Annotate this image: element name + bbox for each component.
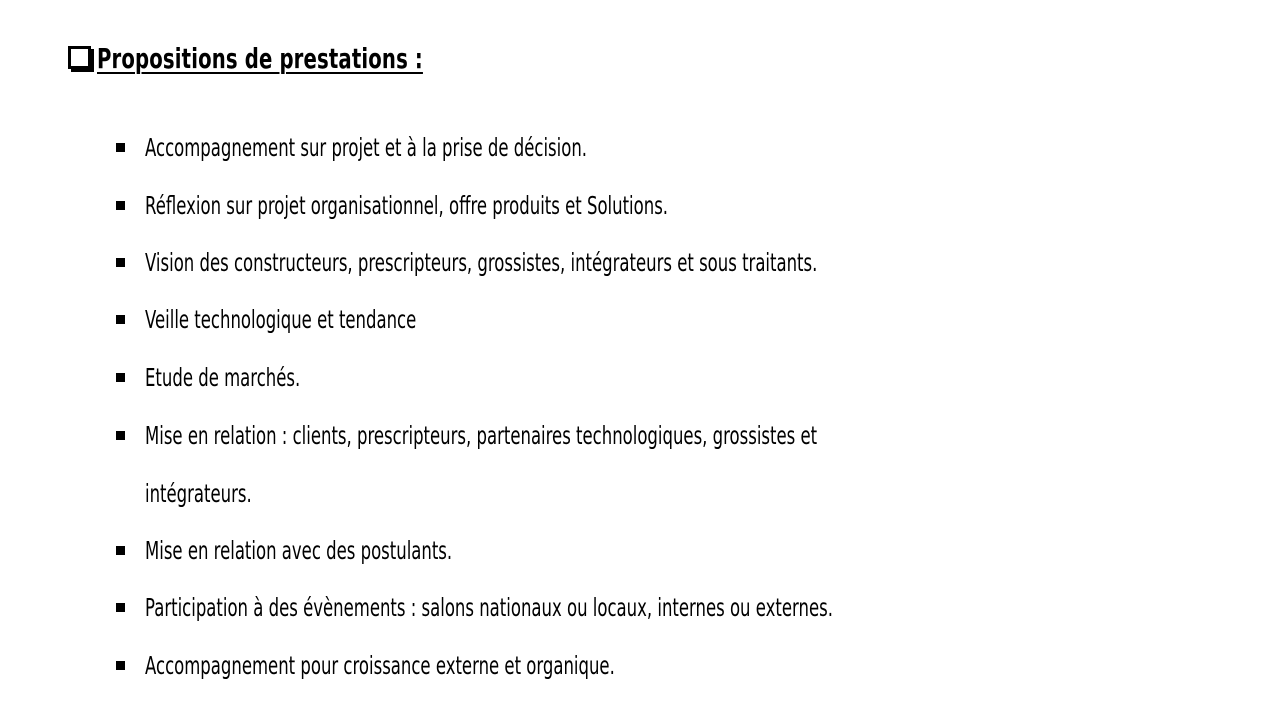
list-item-text: Mise en relation avec des postulants. bbox=[145, 535, 453, 565]
list-item-text: Mise en relation : clients, prescripteurs, partenaires technologiques, grossistes et bbox=[145, 420, 818, 450]
square-bullet-icon bbox=[116, 431, 125, 440]
list-item bbox=[116, 188, 937, 222]
list-item bbox=[116, 590, 1187, 624]
list-item bbox=[116, 533, 610, 567]
list-item-text: Accompagnement pour croissance externe et organique. bbox=[145, 650, 615, 680]
list-item-text: Accompagnement sur projet et à la prise de décision. bbox=[145, 132, 588, 162]
list-item bbox=[116, 302, 556, 336]
square-bullet-icon bbox=[116, 143, 125, 152]
square-bullet-icon bbox=[116, 201, 125, 210]
list-item-text: Vision des constructeurs, prescripteurs, grossistes, intégrateurs et sous traitants. bbox=[145, 247, 818, 277]
list-item-text: Réflexion sur projet organisationnel, offre produits et Solutions. bbox=[145, 190, 669, 220]
list-item bbox=[116, 130, 815, 164]
list-item-text: Etude de marchés. bbox=[145, 362, 301, 392]
square-bullet-icon bbox=[116, 603, 125, 612]
list-item-text: Veille technologique et tendance bbox=[145, 304, 417, 334]
list-item-continuation bbox=[145, 476, 307, 510]
page-title: Propositions de prestations : bbox=[97, 42, 423, 75]
square-bullet-icon bbox=[116, 315, 125, 324]
list-item bbox=[116, 648, 857, 682]
square-bullet-icon bbox=[116, 258, 125, 267]
square-bullet-icon bbox=[116, 661, 125, 670]
list-item bbox=[116, 245, 1164, 279]
list-item bbox=[116, 360, 380, 394]
list-item-text: Participation à des évènements : salons nationaux ou locaux, internes ou externes. bbox=[145, 592, 833, 622]
list-item-text: intégrateurs. bbox=[145, 478, 252, 508]
square-bullet-icon bbox=[116, 546, 125, 555]
square-bullet-icon bbox=[116, 373, 125, 382]
list-item bbox=[116, 418, 1163, 452]
